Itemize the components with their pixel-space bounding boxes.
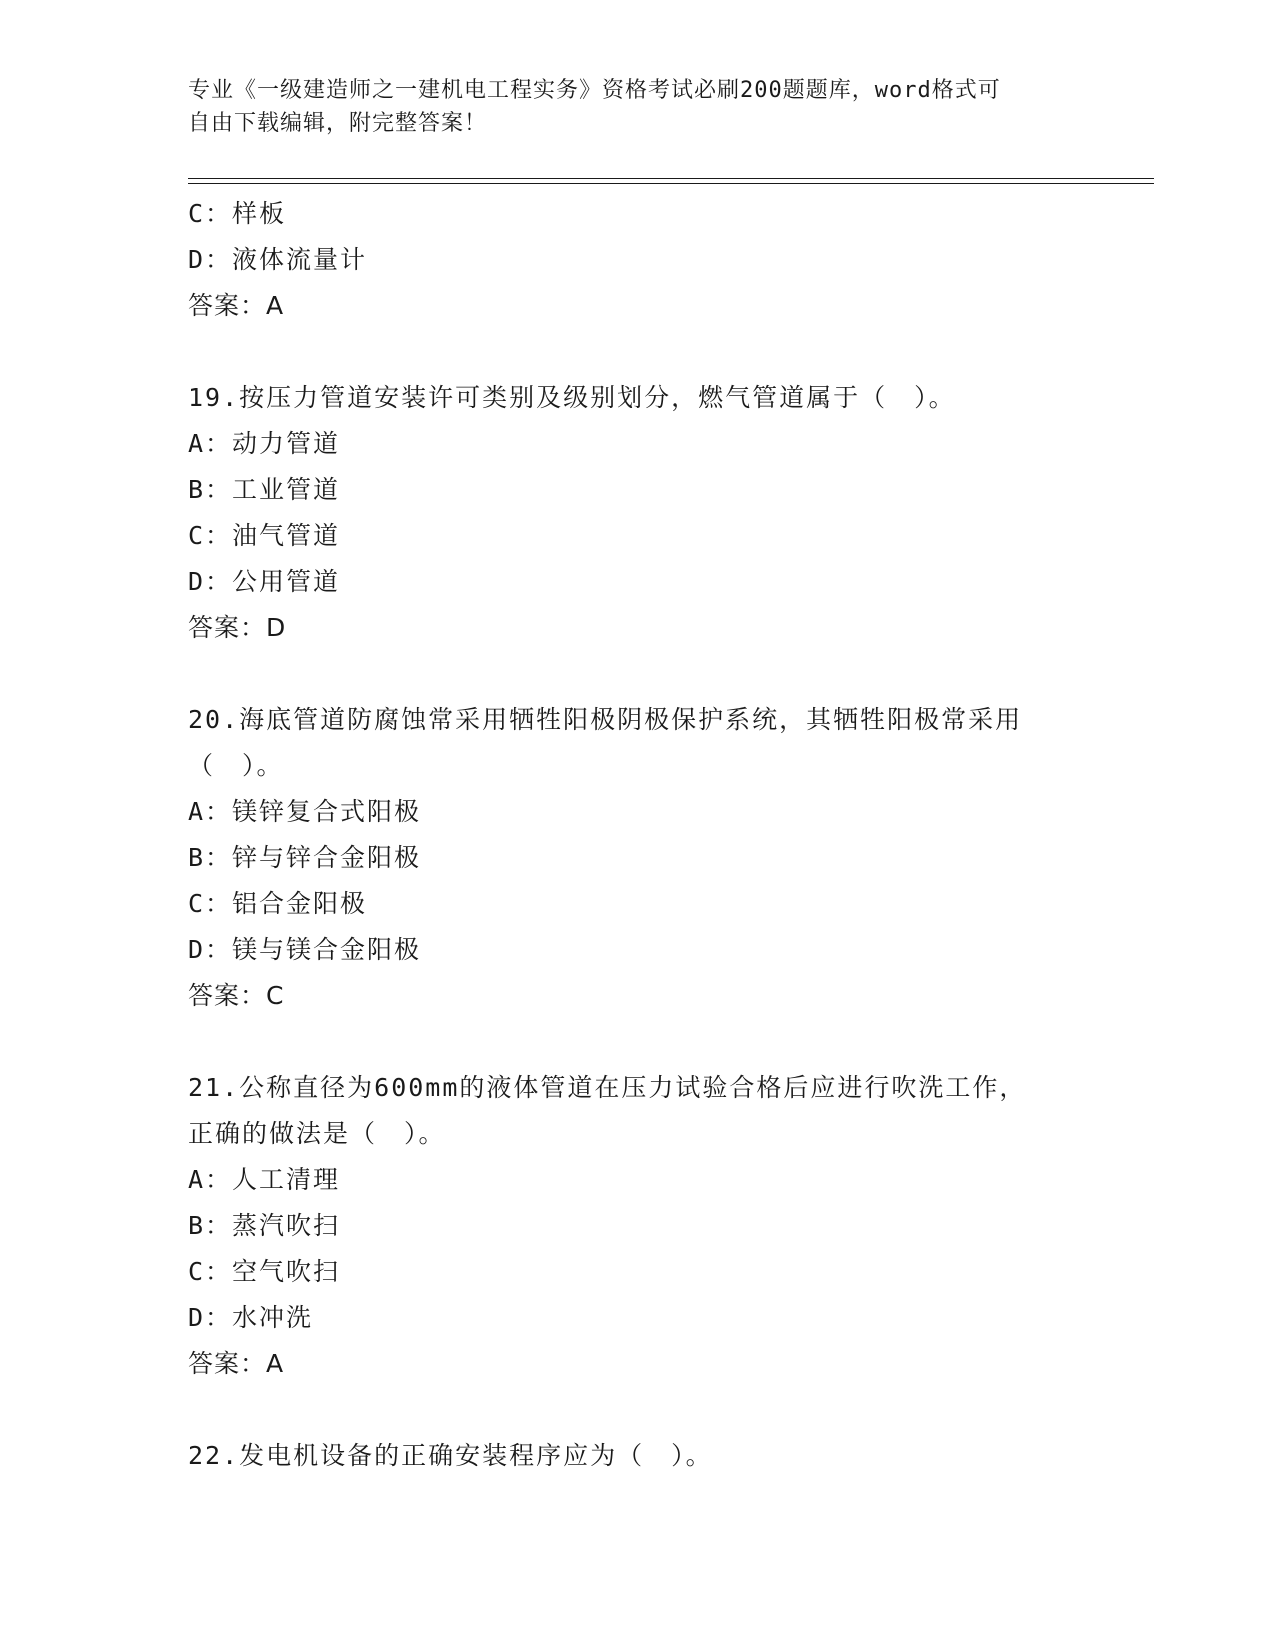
question-list: [188, 191, 1088, 1479]
option-d: D：液体流量计: [188, 245, 368, 274]
option-b: B：锌与锌合金阳极: [188, 843, 422, 872]
question-22: [188, 1433, 1088, 1479]
spacer: [188, 1387, 1088, 1433]
header-divider-bottom: [188, 183, 1154, 184]
option-b: B：蒸汽吹扫: [188, 1211, 341, 1240]
previous-question-block: [188, 191, 1088, 329]
option-c: C：油气管道: [188, 521, 341, 550]
document-header: [188, 74, 1068, 140]
question-21: [188, 1065, 1088, 1387]
header-title-line-1: 专业《一级建造师之一建机电工程实务》资格考试必刷200题题库，word格式可: [188, 78, 1001, 103]
question-text: 22.发电机设备的正确安装程序应为（ ）。: [188, 1441, 713, 1470]
spacer: [188, 651, 1088, 697]
question-text-line-1: 20.海底管道防腐蚀常采用牺牲阳极阴极保护系统，其牺牲阳极常采用: [188, 705, 1023, 734]
answer-line: 答案：C: [188, 981, 285, 1010]
option-a: A：动力管道: [188, 429, 341, 458]
option-c: C：空气吹扫: [188, 1257, 341, 1286]
question-text-line-2: （ ）。: [188, 751, 284, 780]
option-d: D：公用管道: [188, 567, 341, 596]
option-d: D：水冲洗: [188, 1303, 314, 1332]
question-20: [188, 697, 1088, 1019]
option-b: B：工业管道: [188, 475, 341, 504]
answer-line: 答案：A: [188, 1349, 285, 1378]
question-text: 19.按压力管道安装许可类别及级别划分，燃气管道属于（ ）。: [188, 383, 956, 412]
option-d: D：镁与镁合金阳极: [188, 935, 422, 964]
answer-line: 答案：D: [188, 613, 287, 642]
header-divider-top: [188, 178, 1154, 179]
option-c: C：铝合金阳极: [188, 889, 368, 918]
question-text-line-2: 正确的做法是（ ）。: [188, 1119, 446, 1148]
question-19: [188, 375, 1088, 651]
spacer: [188, 1019, 1088, 1065]
spacer: [188, 329, 1088, 375]
option-a: A：人工清理: [188, 1165, 341, 1194]
answer-line: 答案：A: [188, 291, 285, 320]
option-a: A：镁锌复合式阳极: [188, 797, 422, 826]
question-text-line-1: 21.公称直径为600mm的液体管道在压力试验合格后应进行吹洗工作，: [188, 1073, 1027, 1102]
header-title-line-2: 自由下载编辑，附完整答案！: [188, 111, 488, 136]
option-c: C：样板: [188, 199, 287, 228]
